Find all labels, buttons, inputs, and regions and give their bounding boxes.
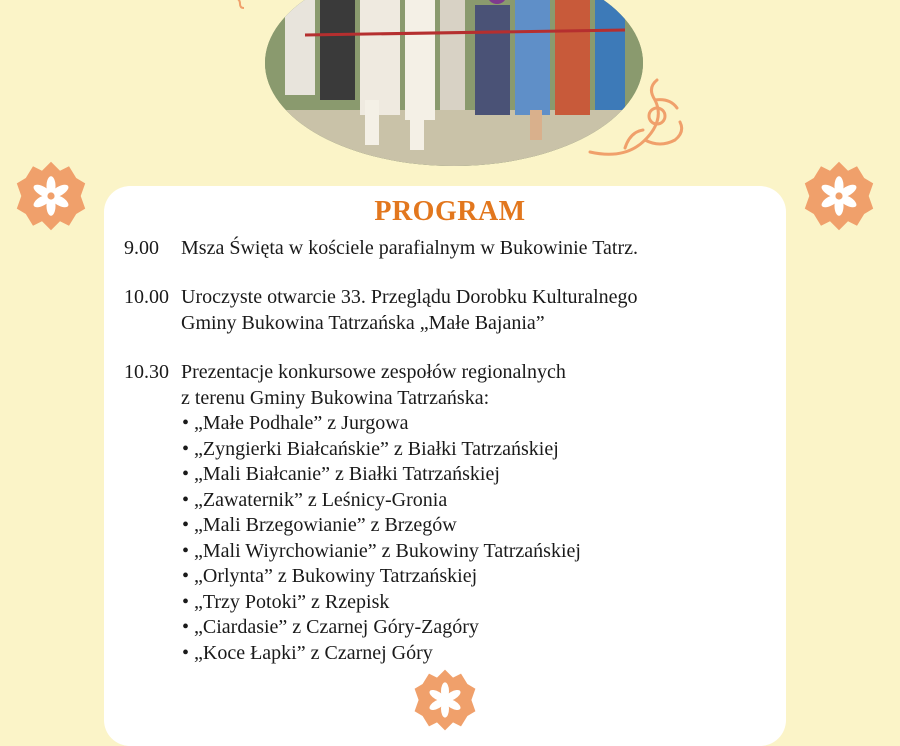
list-item: • „Mali Wiyrchowianie” z Bukowiny Tatrzańskiej <box>182 539 581 562</box>
list-item: • „Zawaternik” z Leśnicy-Gronia <box>182 488 448 511</box>
list-item: • „Trzy Potoki” z Rzepisk <box>182 590 390 613</box>
entry-time: 10.00 <box>124 286 169 308</box>
entry-time: 9.00 <box>124 237 159 259</box>
entry-line: z terenu Gminy Bukowina Tatrzańska: <box>181 386 490 409</box>
floral-swirl-icon <box>585 70 690 165</box>
list-item: • „Ciardasie” z Czarnej Góry-Zagóry <box>182 616 479 638</box>
entry-line: Gminy Bukowina Tatrzańska „Małe Bajania” <box>181 311 545 334</box>
entry-line: Uroczyste otwarcie 33. Przeglądu Dorobku Kulturalnego <box>181 286 638 308</box>
entry-line: Prezentacje konkursowe zespołów regionalnych <box>181 361 566 383</box>
folk-rosette-icon <box>413 668 477 732</box>
entry-line: Msza Święta w kościele parafialnym w Bukowinie Tatrz. <box>181 237 638 259</box>
entry-time: 10.30 <box>124 361 169 383</box>
list-item: • „Małe Podhale” z Jurgowa <box>182 412 409 434</box>
list-item: • „Mali Białcanie” z Białki Tatrzańskiej <box>182 463 500 485</box>
list-item: • „Koce Łapki” z Czarnej Góry <box>182 641 433 664</box>
ensemble-list <box>182 411 581 666</box>
page-title: PROGRAM <box>374 196 526 227</box>
list-item: • „Orlynta” z Bukowiny Tatrzańskiej <box>182 565 478 587</box>
list-item: • „Zyngierki Białcańskie” z Białki Tatrzańskiej <box>182 437 559 460</box>
list-item: • „Mali Brzegowianie” z Brzegów <box>182 514 457 536</box>
floral-swirl-icon <box>232 0 246 10</box>
